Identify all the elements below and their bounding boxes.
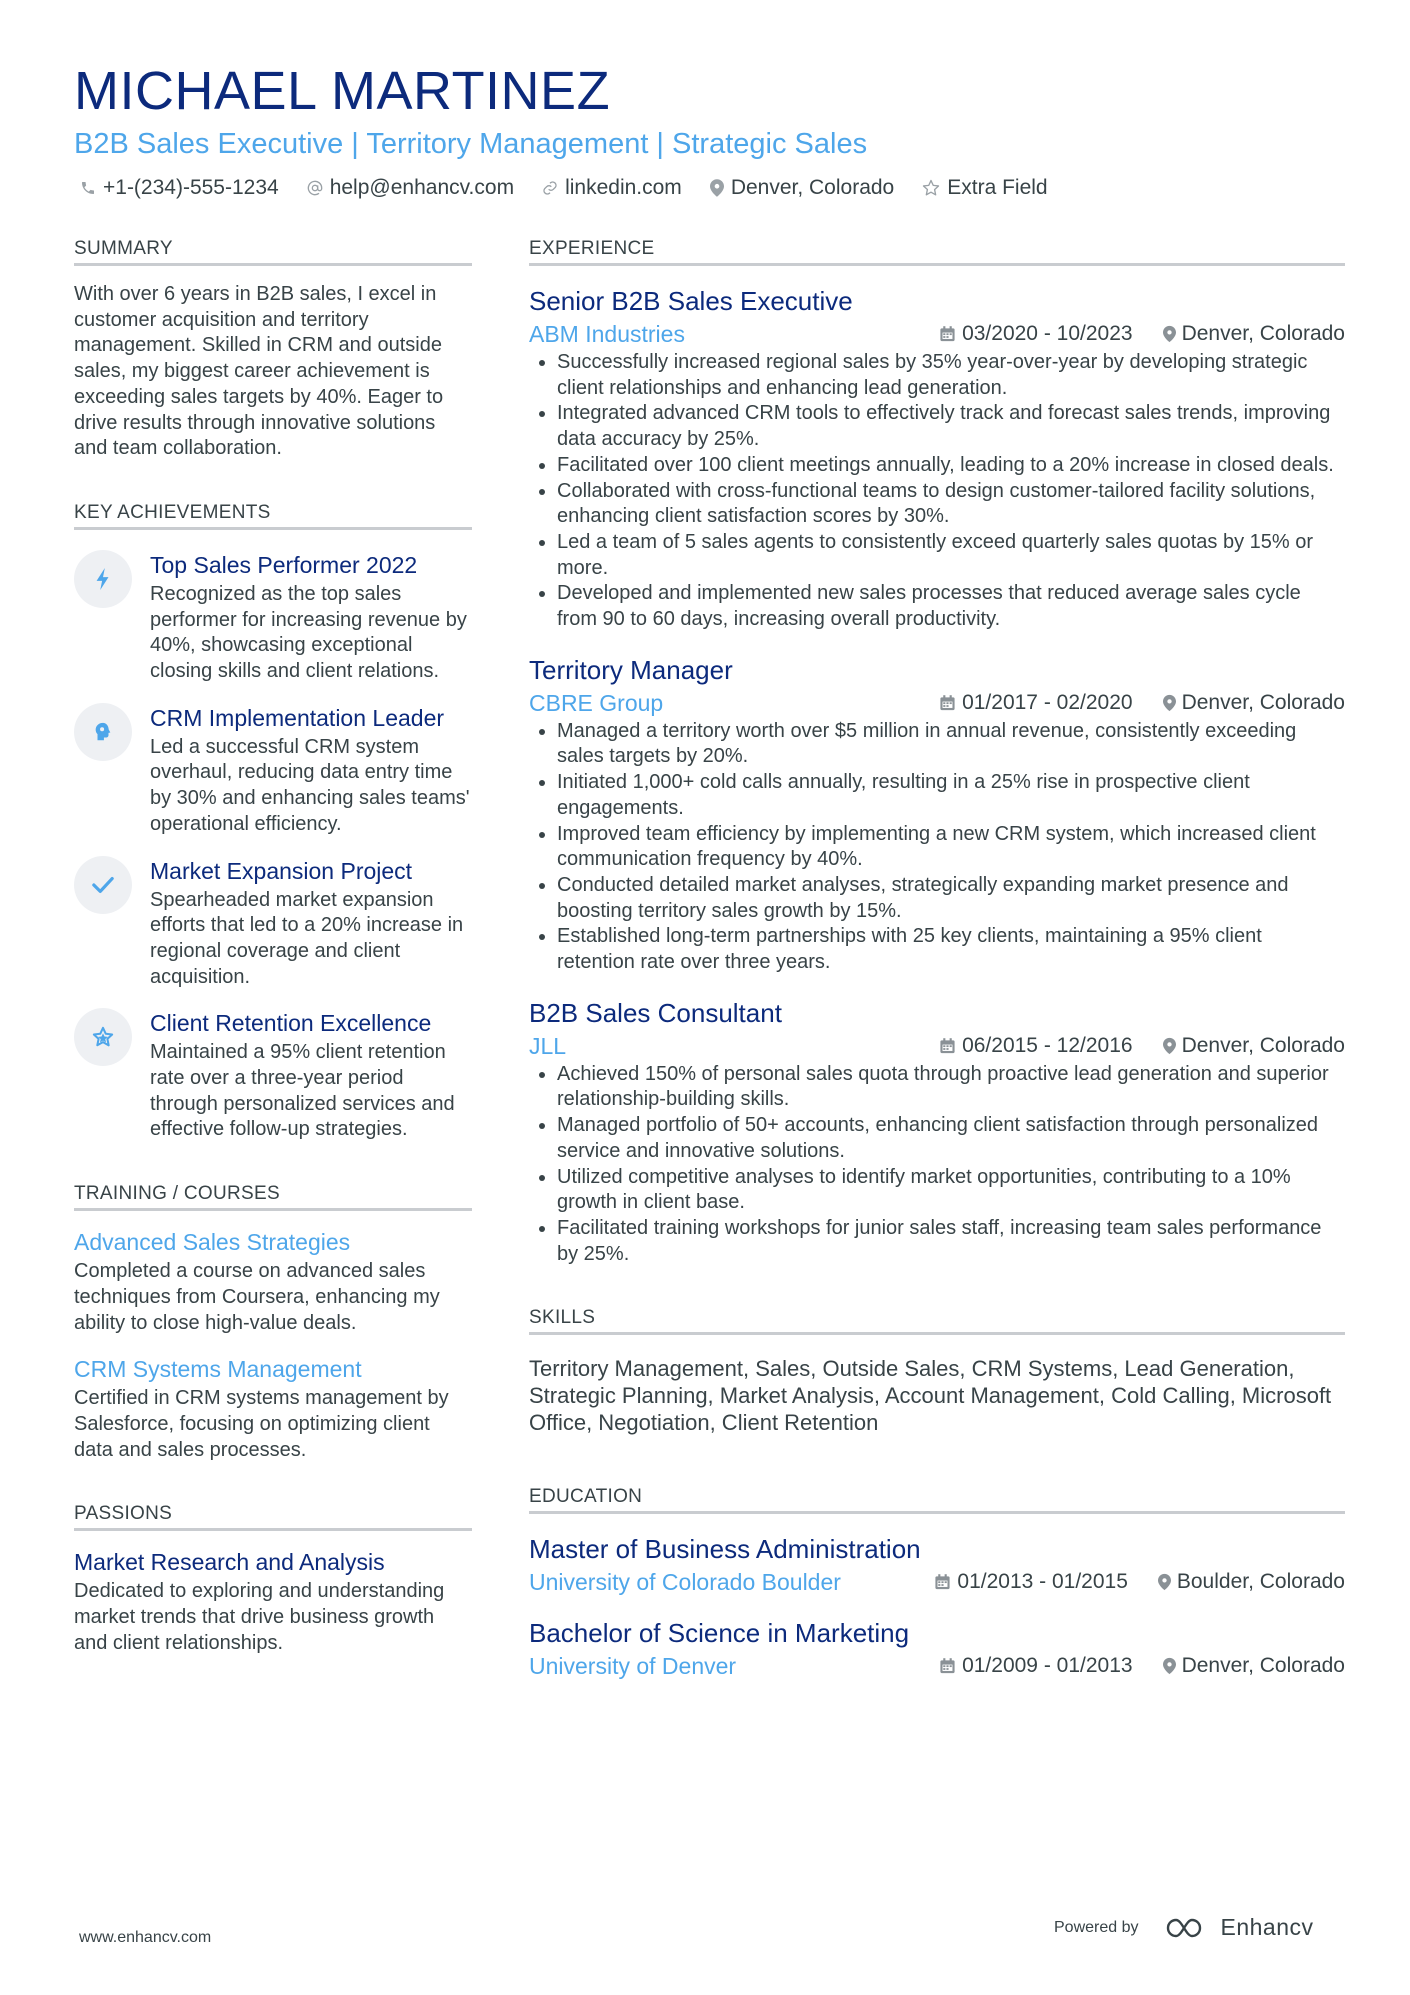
job-dates: 06/2015 - 12/2016: [962, 1033, 1133, 1057]
training-heading: TRAINING / COURSES: [74, 1183, 472, 1211]
calendar-icon: [934, 1573, 951, 1591]
education-school: University of Denver: [529, 1653, 737, 1680]
passion-item: [74, 1547, 472, 1656]
summary-heading: SUMMARY: [74, 238, 472, 266]
brain-icon: [92, 721, 114, 743]
job-bullet: • Successfully increased regional sales by 35% year-over-year by developing strategic client relationships and enhancing lead generation.: [557, 350, 1345, 401]
job-company: ABM Industries: [529, 321, 685, 347]
contact-phone[interactable]: [80, 176, 279, 200]
contact-location: [710, 176, 894, 200]
achievement-desc: Maintained a 95% client retention rate over a three-year period through personalized services and effective follow-up strategies.: [150, 1041, 455, 1141]
achievement-icon-badge: [74, 1008, 132, 1066]
job-bullet: • Managed portfolio of 50+ accounts, enhancing client satisfaction through personalized service and innovative solutions.: [557, 1113, 1345, 1164]
footer-powered-by: Powered by: [1054, 1918, 1139, 1936]
education-entry: [529, 1616, 1345, 1680]
map-pin-icon: [1163, 325, 1176, 343]
job-entry: [529, 653, 1345, 976]
job-location: Denver, Colorado: [1181, 322, 1345, 345]
map-pin-icon: [1163, 1037, 1176, 1055]
achievement-desc: Spearheaded market expansion efforts that led to a 20% increase in regional coverage and client acquisition.: [150, 888, 464, 988]
calendar-icon: [939, 694, 956, 712]
enhancv-logo-icon: [1165, 1916, 1211, 1940]
job-bullet: • Facilitated over 100 client meetings annually, leading to a 20% increase in closed deals.: [557, 453, 1345, 479]
job-title: B2B Sales Consultant: [529, 997, 782, 1028]
achievement-title: Client Retention Excellence: [150, 1010, 432, 1037]
achievement-item: [74, 550, 472, 685]
course-title: CRM Systems Management: [74, 1356, 362, 1383]
job-meta: [529, 320, 1345, 348]
education-meta: [529, 1652, 1345, 1680]
course-desc: Certified in CRM systems management by Salesforce, focusing on optimizing client data and sales processes.: [74, 1387, 449, 1461]
achievements-heading: KEY ACHIEVEMENTS: [74, 502, 472, 530]
left-column: [74, 238, 472, 1657]
contact-extra-text: Extra Field: [947, 176, 1048, 199]
link-icon: [542, 180, 558, 196]
achievement-icon-badge: [74, 703, 132, 761]
contact-phone-text: +1-(234)-555-1234: [103, 176, 279, 199]
at-icon: [307, 180, 323, 196]
skills-text: Territory Management, Sales, Outside Sales, CRM Systems, Lead Generation, Strategic Planning, Market Analysis, Account Management, Cold Calling, Microsoft Office, Negotiation, Client Retention: [529, 1356, 1332, 1436]
job-bullets: [529, 350, 1345, 633]
job-meta: [529, 1032, 1345, 1060]
job-location: Denver, Colorado: [1181, 690, 1345, 714]
education-meta: [529, 1568, 1345, 1596]
candidate-name: MICHAEL MARTINEZ: [74, 61, 611, 121]
skills-heading: SKILLS: [529, 1307, 1345, 1335]
check-icon: [92, 876, 114, 894]
footer-website[interactable]: www.enhancv.com: [79, 1929, 212, 1946]
job-company: CBRE Group: [529, 689, 664, 716]
achievement-title: Market Expansion Project: [150, 857, 413, 884]
education-entry: [529, 1532, 1345, 1596]
education-degree: Master of Business Administration: [529, 1534, 921, 1565]
course-item: [74, 1227, 472, 1336]
job-title: Territory Manager: [529, 654, 733, 685]
job-entry: [529, 284, 1345, 633]
achievement-title: CRM Implementation Leader: [150, 704, 445, 731]
candidate-tagline: B2B Sales Executive | Territory Management | Strategic Sales: [74, 128, 868, 160]
job-bullet: • Conducted detailed market analyses, strategically expanding market presence and boosting territory sales growth by 15%.: [557, 873, 1345, 924]
achievement-item: [74, 856, 472, 991]
job-bullets: [529, 1062, 1345, 1268]
job-dates: 03/2020 - 10/2023: [962, 322, 1133, 345]
achievement-item: [74, 703, 472, 838]
job-bullet: • Utilized competitive analyses to identify market opportunities, contributing to a 10% growth in client base.: [557, 1165, 1345, 1216]
education-degree: Bachelor of Science in Marketing: [529, 1618, 910, 1649]
calendar-icon: [939, 1037, 956, 1055]
summary-text: With over 6 years in B2B sales, I excel in customer acquisition and territory management. Skilled in CRM and outside sales, my biggest career achievement is exceeding sales targets by 40%. Eager to drive results through innovative solutions and team collaboration.: [74, 283, 444, 460]
contact-location-text: Denver, Colorado: [730, 176, 895, 199]
education-dates: 01/2009 - 01/2013: [962, 1654, 1133, 1678]
right-column: [529, 238, 1345, 1680]
education-location: Boulder, Colorado: [1176, 1570, 1345, 1594]
brand-name: Enhancv: [1220, 1914, 1314, 1940]
footer-branding: [1054, 1914, 1314, 1941]
job-bullet: • Integrated advanced CRM tools to effectively track and forecast sales trends, improving data accuracy by 25%.: [557, 401, 1345, 452]
calendar-icon: [939, 325, 956, 343]
education-dates: 01/2013 - 01/2015: [957, 1570, 1128, 1594]
bolt-icon: [95, 568, 111, 590]
achievement-desc: Led a successful CRM system overhaul, reducing data entry time by 30% and enhancing sales teams' operational efficiency.: [150, 735, 470, 835]
contact-email[interactable]: [307, 176, 514, 200]
contact-linkedin-text: linkedin.com: [565, 176, 682, 199]
contact-extra: [922, 176, 1047, 200]
job-bullet: • Collaborated with cross-functional teams to design customer-tailored facility solutions, enhancing client satisfaction scores by 30%.: [557, 479, 1345, 530]
job-bullet: • Led a team of 5 sales agents to consistently exceed quarterly sales quotas by 15% or more.: [557, 530, 1345, 581]
achievement-desc: Recognized as the top sales performer for increasing revenue by 40%, showcasing exceptional closing skills and client relations.: [150, 582, 467, 683]
job-bullet: • Managed a territory worth over $5 million in annual revenue, consistently exceeding sales targets by 20%.: [557, 719, 1345, 770]
job-bullet: • Improved team efficiency by implementing a new CRM system, which increased client communication frequency by 40%.: [557, 822, 1345, 873]
contact-linkedin[interactable]: [542, 176, 682, 200]
course-item: [74, 1354, 472, 1463]
contact-bar: [80, 176, 1076, 200]
brand-logo[interactable]: [1165, 1914, 1314, 1941]
job-bullet: • Developed and implemented new sales processes that reduced average sales cycle from 90 to 60 days, increasing overall productivity.: [557, 581, 1345, 632]
calendar-icon: [939, 1657, 956, 1675]
contact-email-text: help@enhancv.com: [329, 176, 515, 199]
map-pin-icon: [1163, 694, 1176, 712]
job-bullet: • Established long-term partnerships with 25 key clients, maintaining a 95% client retention rate over three years.: [557, 924, 1345, 975]
star-icon: [92, 1026, 114, 1048]
job-meta: [529, 689, 1345, 717]
passion-title: Market Research and Analysis: [74, 1549, 385, 1576]
map-pin-icon: [1163, 1657, 1176, 1675]
job-bullet: • Achieved 150% of personal sales quota through proactive lead generation and superior relationship-building skills.: [557, 1062, 1345, 1113]
education-heading: EDUCATION: [529, 1486, 1345, 1514]
education-school: University of Colorado Boulder: [529, 1569, 841, 1596]
job-location: Denver, Colorado: [1181, 1033, 1345, 1057]
achievement-title: Top Sales Performer 2022: [150, 551, 418, 578]
map-pin-icon: [1158, 1573, 1171, 1591]
experience-heading: EXPERIENCE: [529, 238, 1345, 266]
passions-heading: PASSIONS: [74, 1503, 472, 1531]
course-desc: Completed a course on advanced sales techniques from Coursera, enhancing my ability to close high-value deals.: [74, 1260, 440, 1334]
education-location: Denver, Colorado: [1181, 1654, 1345, 1678]
job-bullet: • Facilitated training workshops for junior sales staff, increasing team sales performance by 25%.: [557, 1216, 1345, 1267]
map-pin-icon: [710, 179, 724, 197]
job-dates: 01/2017 - 02/2020: [962, 690, 1133, 714]
achievement-item: [74, 1008, 472, 1143]
star-outline-icon: [922, 179, 940, 197]
job-bullet: • Initiated 1,000+ cold calls annually, resulting in a 25% rise in prospective client engagements.: [557, 770, 1345, 821]
job-bullets: [529, 719, 1345, 976]
achievement-icon-badge: [74, 856, 132, 914]
course-title: Advanced Sales Strategies: [74, 1229, 351, 1256]
achievement-icon-badge: [74, 550, 132, 608]
phone-icon: [80, 180, 96, 196]
job-title: Senior B2B Sales Executive: [529, 286, 853, 316]
job-company: JLL: [529, 1032, 567, 1059]
passion-desc: Dedicated to exploring and understanding market trends that drive business growth and client relationships.: [74, 1580, 445, 1654]
job-entry: [529, 996, 1345, 1268]
